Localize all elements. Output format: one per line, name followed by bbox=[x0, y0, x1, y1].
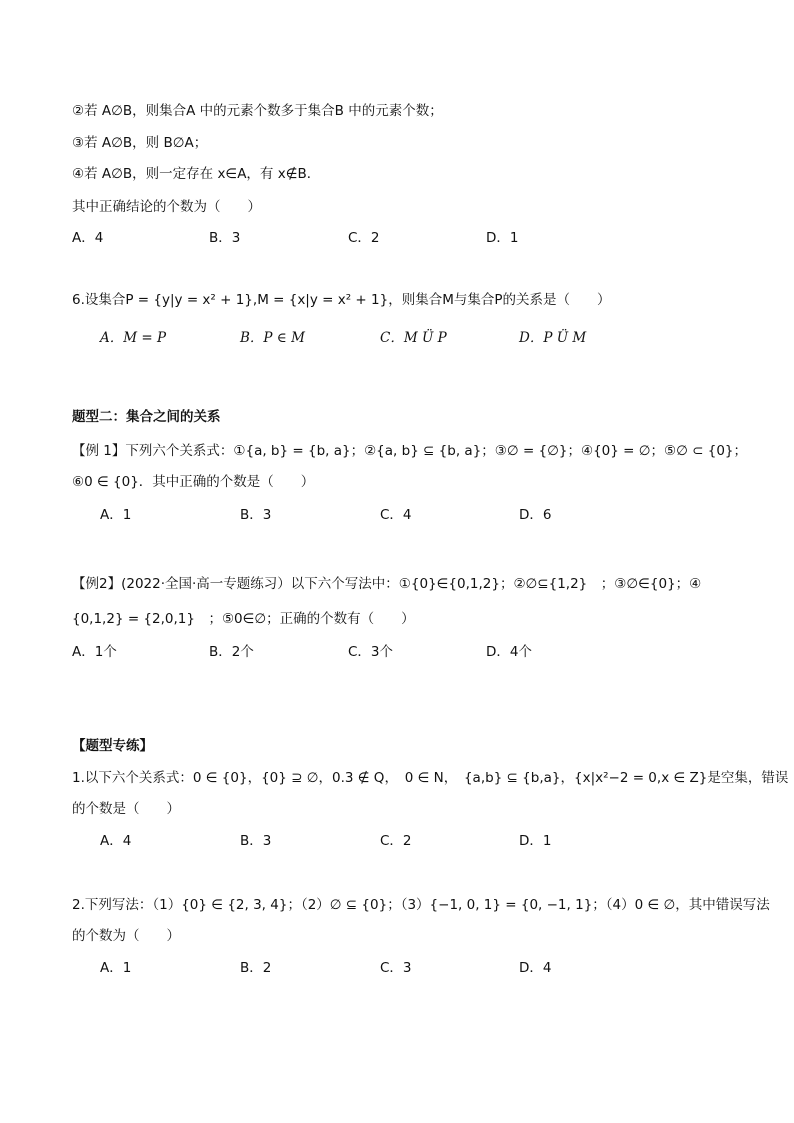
example-1-option-b[interactable]: B．3 bbox=[240, 507, 272, 523]
practice-2-line-2: 的个数为（ ） bbox=[72, 928, 180, 944]
q5-statement-2: ②若 A∅B，则集合A 中的元素个数多于集合B 中的元素个数； bbox=[72, 103, 443, 119]
practice-1-option-a[interactable]: A．4 bbox=[100, 833, 132, 849]
section-2-title: 题型二：集合之间的关系 bbox=[72, 409, 221, 425]
example-2-options bbox=[0, 642, 794, 662]
practice-1-line-2: 的个数是（ ） bbox=[72, 801, 180, 817]
practice-1-option-c[interactable]: C．2 bbox=[380, 833, 412, 849]
q5-option-d[interactable]: D．1 bbox=[486, 230, 519, 246]
q6-option-a[interactable]: A．M = P bbox=[100, 330, 167, 346]
example-2-option-d[interactable]: D．4个 bbox=[486, 644, 532, 660]
example-2-option-b[interactable]: B．2个 bbox=[209, 644, 254, 660]
q5-statement-4: ④若 A∅B，则一定存在 x∈A，有 x∉B． bbox=[72, 166, 321, 182]
example-1-option-c[interactable]: C．4 bbox=[380, 507, 412, 523]
example-1-option-a[interactable]: A．1 bbox=[100, 507, 132, 523]
q6-option-b[interactable]: B．P ∈ M bbox=[240, 330, 305, 346]
example-1-line-2: ⑥0 ∈ {0}．其中正确的个数是（ ） bbox=[72, 474, 315, 490]
practice-1-line-1: 1.以下六个关系式：0 ∈ {0}，{0} ⊇ ∅，0.3 ∉ Q， 0 ∈ N， {a,b} ⊆ {b,a}，{x|x²−2 = 0,x ∈ Z}是空集，错误 bbox=[72, 770, 789, 786]
q6-stem: 6.设集合P = {y|y = x² + 1},M = {x|y = x² + 1}，则集合M与集合P的关系是（ ） bbox=[72, 292, 611, 308]
practice-1-option-b[interactable]: B．3 bbox=[240, 833, 272, 849]
practice-title: 【题型专练】 bbox=[72, 738, 153, 754]
example-2-option-a[interactable]: A．1个 bbox=[72, 644, 117, 660]
q6-options bbox=[0, 328, 794, 348]
q5-option-c[interactable]: C．2 bbox=[348, 230, 380, 246]
practice-2-option-c[interactable]: C．3 bbox=[380, 960, 412, 976]
q5-statement-3: ③若 A∅B，则 B∅A； bbox=[72, 135, 208, 151]
practice-2-options bbox=[0, 958, 794, 978]
practice-2-option-a[interactable]: A．1 bbox=[100, 960, 132, 976]
example-2-line-2: {0,1,2} = {2,0,1} ；⑤0∈∅；正确的个数有（ ） bbox=[72, 611, 415, 627]
q6-option-c[interactable]: C．M Ü P bbox=[380, 330, 447, 346]
q5-options bbox=[0, 228, 794, 248]
example-2-line-1: 【例2】(2022·全国·高一专题练习）以下六个写法中：①{0}∈{0,1,2}；②∅⊆{1,2} ；③∅∈{0}；④ bbox=[72, 576, 702, 592]
q5-prompt: 其中正确结论的个数为（ ） bbox=[72, 199, 261, 215]
practice-2-line-1: 2.下列写法：（1）{0} ∈ {2, 3, 4}；（2）∅ ⊆ {0}；（3）{−1, 0, 1} = {0, −1, 1}；（4）0 ∈ ∅，其中错误写法 bbox=[72, 897, 770, 913]
practice-1-option-d[interactable]: D．1 bbox=[519, 833, 552, 849]
practice-2-option-d[interactable]: D．4 bbox=[519, 960, 552, 976]
example-1-line-1: 【例 1】下列六个关系式：①{a, b} = {b, a}；②{a, b} ⊆ {b, a}；③∅ = {∅}；④{0} = ∅；⑤∅ ⊂ {0}； bbox=[72, 443, 748, 459]
q5-option-b[interactable]: B．3 bbox=[209, 230, 241, 246]
example-1-options bbox=[0, 505, 794, 525]
practice-1-options bbox=[0, 831, 794, 851]
q6-option-d[interactable]: D．P Ü M bbox=[519, 330, 587, 346]
example-1-option-d[interactable]: D．6 bbox=[519, 507, 552, 523]
example-2-option-c[interactable]: C．3个 bbox=[348, 644, 394, 660]
q5-option-a[interactable]: A．4 bbox=[72, 230, 104, 246]
practice-2-option-b[interactable]: B．2 bbox=[240, 960, 272, 976]
